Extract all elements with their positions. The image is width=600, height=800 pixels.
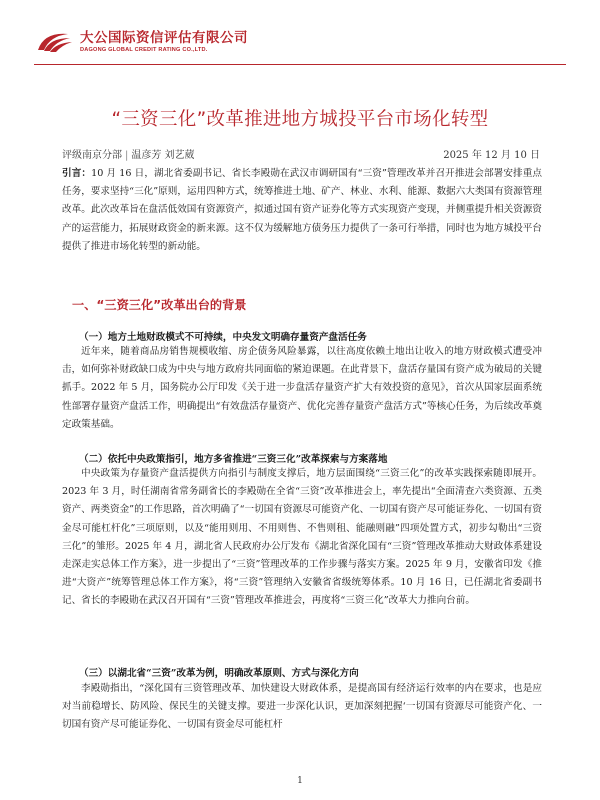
logo-company-name-en: DAGONG GLOBAL CREDIT RATING CO.,LTD. xyxy=(80,46,208,53)
paragraph-3: 李殿勋指出，“深化国有三资管理改革、加快建设大财政体系，是提高国有经济运行效率的内在要求，也是应对当前稳增长、防风险、保民生的关键支撑。要进一步深化认识，更加深刻把握‘一切国有资源尽可能资产化、一切国有资产尽可能证券化、一切国有资金尽可能杠杆 xyxy=(62,683,542,731)
subheading-3: （三）以湖北省“三资”改革为例，明确改革原则、方式与深化方向 xyxy=(79,668,359,679)
paragraph-2: 中央政策为存量资产盘活提供方向指引与制度支撑后，地方层面围绕“三资三化”的改革实践探索随即展开。2023 年 3 月，时任湖南省常务副省长的李殿勋在全省“三资”改革推进会上，率先提出“全面清查六类资源、五类资产、两类资金”的工作思路，首次明确了“一切国有资源尽可能资产化、一切国有资产尽可能证券化、一切国有资金尽可能杠杆化”三项原则，以及“能用则用、不用则售、不售则租、能融则融”四项处置方式，初步勾勒出“三资三化”的雏形。2025 年 4 月，湖北省人民政府办公厅发布《湖北省深化国有“三资”管理改革推动大财政体系建设走深走实总体工作方案》，进一步提出了“三资”管理改革的工作步骤与落实方案。2025 年 9 月，安徽省印发《推进“大资产”统筹管理总体工作方案》，将“三资”管理纳入安徽省省级统筹体系。10 月 16 日，已任湖北省委副书记、省长的李殿勋在武汉召开国有“三资”管理改革推进会，再度将“三资三化”改革大力推向台前。 xyxy=(62,468,542,607)
byline-separator: | xyxy=(125,150,129,161)
report-title: “三资三化”改革推进地方城投平台市场化转型 xyxy=(111,109,489,130)
report-date: 2025 年 12 月 10 日 xyxy=(443,150,540,161)
authors: 温彦芳 刘艺葳 xyxy=(131,150,195,161)
intro-label: 引言： xyxy=(62,168,92,179)
byline xyxy=(62,146,195,161)
intro-text: 10 月 16 日，湖北省委副书记、省长李殿勋在武汉市调研国有“三资”管理改革并召开推进会部署安排重点任务，要求坚持“三化”原则，运用四种方式，统筹推进土地、矿产、林业、水利、能源、数据六大类国有资源管理改革。此次改革旨在盘活低效国有资源资产，拟通过国有资产证券化等方式实现资产变现，并侧重提升相关资源资产的运营能力，拓展财政资金的新来源。这不仅为缓解地方债务压力提供了一条可行举措，同时也为地方城投平台提供了推进市场化转型的新动能。 xyxy=(62,168,543,252)
header-divider xyxy=(34,64,566,65)
logo-company-name-cn: 大公国际资信评估有限公司 xyxy=(80,29,248,46)
section-heading-1: 一、“三资三化”改革出台的背景 xyxy=(72,298,247,312)
introduction xyxy=(62,165,542,256)
subheading-1: （一）地方土地财政模式不可持续，中央发文明确存量资产盘活任务 xyxy=(79,332,367,343)
paragraph-1: 近年来，随着商品房销售规模收缩、房企债务风险暴露，以往高度依赖土地出让收入的地方财政模式遭受冲击，如何弥补财政缺口成为中央与地方政府共同面临的紧迫课题。在此背景下，盘活存量国有资产成为破局的关键抓手。2022 年 5 月，国务院办公厅印发《关于进一步盘活存量资产扩大有效投资的意见》，首次从国家层面系统性部署存量资产盘活工作，明确提出“有效盘活存量资产、优化完善存量资产盘活方式”等核心任务，为后续改革奠定政策基础。 xyxy=(62,346,542,430)
dagong-logo-icon xyxy=(34,30,74,54)
department: 评级南京分部 xyxy=(62,150,122,161)
page-number: 1 xyxy=(297,776,303,786)
company-logo xyxy=(34,30,248,54)
subheading-2: （二）依托中央政策指引，地方多省推进“三资三化”改革探索与方案落地 xyxy=(79,454,388,465)
